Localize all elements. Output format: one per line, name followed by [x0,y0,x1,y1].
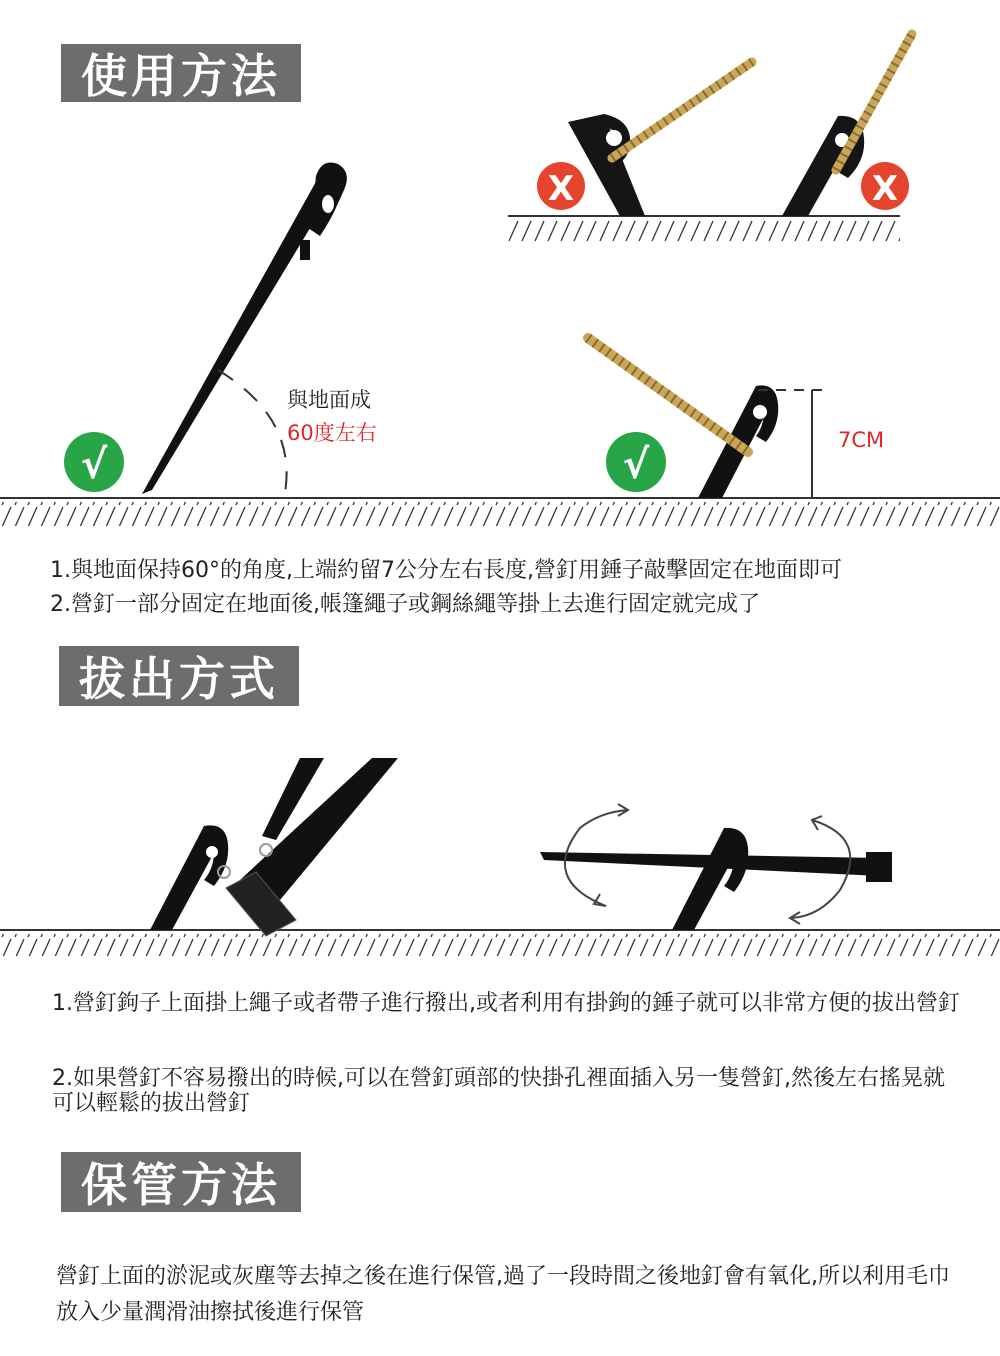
angle-label-line1: 與地面成 [287,388,371,412]
removal-step-2: 2.如果營釘不容易撥出的時候,可以在營釘頭部的快掛孔裡面插入另一隻營釘,然後左右搖晃就可以輕鬆的拔出營釘 [52,1066,945,1116]
wrong-mark-2: X [871,169,899,209]
usage-illustration [0,0,1000,540]
right-badge-2 [606,432,666,492]
removal-stake-right [672,828,748,930]
storage-heading [61,1152,301,1212]
usage-title: 使用方法 [81,49,281,103]
usage-step-2: 2.營釘一部分固定在地面後,帳篷繩子或鋼絲繩等掛上去進行固定就完成了 [50,592,760,617]
removal-illustration [0,740,1000,962]
storage-title: 保管方法 [81,1158,281,1212]
wrong-hammer-1 [612,62,752,158]
wrong-mark-1: X [547,169,575,209]
right-badge-1 [64,432,124,492]
removal-ground-hatch [0,934,1000,956]
removal-stake-left [150,825,228,930]
removal-title: 拔出方式 [79,652,279,706]
right-mark-2: √ [622,442,650,488]
wrong-hammer-2 [836,34,912,170]
storage-text: 營釘上面的淤泥或灰塵等去掉之後在進行保管,過了一段時間之後地釘會有氧化,所以利用毛巾放入少量潤滑油擦拭後進行保管 [56,1264,950,1325]
wrong-ground-hatch [508,220,900,242]
wrong-badge-2 [861,162,909,210]
right-mark-1: √ [80,442,108,488]
wrong-badge-1 [537,162,585,210]
height-label: 7CM [838,428,885,452]
correct-hammer [588,338,748,452]
usage-ground-hatch [0,502,1000,526]
angle-label-line2: 60度左右 [287,421,377,445]
usage-step-1: 1.與地面保持60°的角度,上端約留7公分左右長度,營釘用錘子敲擊固定在地面即可 [50,558,842,583]
removal-heading [59,646,299,706]
removal-step-1: 1.營釘鉤子上面掛上繩子或者帶子進行撥出,或者利用有掛鉤的錘子就可以非常方便的拔出營釘 [52,991,960,1016]
wrong-stake-2 [782,116,864,216]
angle-arc [218,370,287,498]
